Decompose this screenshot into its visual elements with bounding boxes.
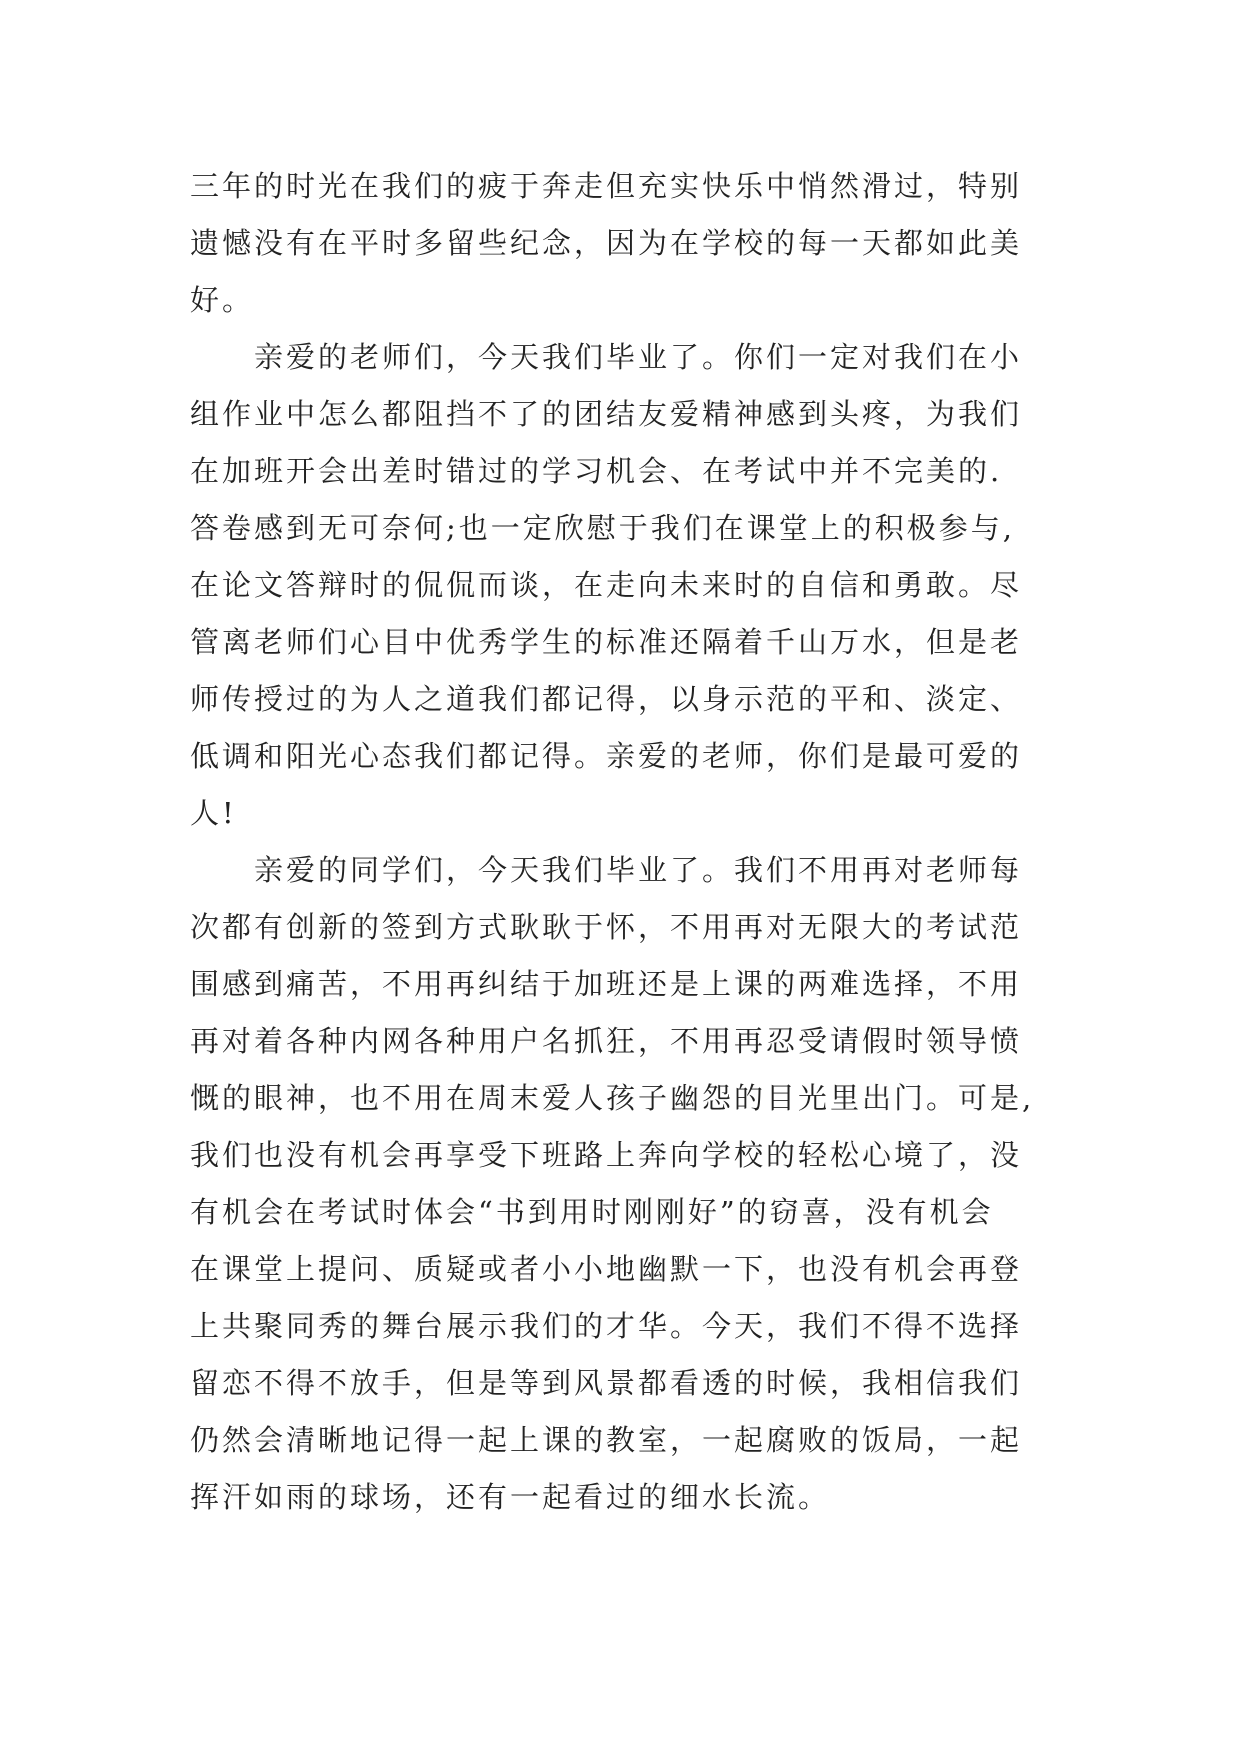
paragraph-2 bbox=[190, 329, 1070, 842]
text-line: 在论文答辩时的侃侃而谈，在走向未来时的自信和勇敢。尽 bbox=[190, 568, 1023, 602]
paragraph-1 bbox=[190, 158, 1070, 329]
text-line: 上共聚同秀的舞台展示我们的才华。今天，我们不得不选择 bbox=[190, 1309, 1023, 1343]
text-line: 次都有创新的签到方式耿耿于怀，不用再对无限大的考试范 bbox=[190, 910, 1023, 944]
text-line: 人! bbox=[190, 796, 237, 830]
text-line: 我们也没有机会再享受下班路上奔向学校的轻松心境了，没 bbox=[190, 1138, 1023, 1172]
text-line: 低调和阳光心态我们都记得。亲爱的老师，你们是最可爱的 bbox=[190, 739, 1023, 773]
text-line-indented: 亲爱的老师们，今天我们毕业了。你们一定对我们在小 bbox=[254, 340, 1023, 374]
text-line-indented: 亲爱的同学们，今天我们毕业了。我们不用再对老师每 bbox=[254, 853, 1023, 887]
document-body bbox=[190, 158, 1070, 1526]
text-line: 组作业中怎么都阻挡不了的团结友爱精神感到头疼，为我们 bbox=[190, 397, 1023, 431]
text-line: 遗憾没有在平时多留些纪念，因为在学校的每一天都如此美 bbox=[190, 226, 1023, 260]
text-line: 再对着各种内网各种用户名抓狂，不用再忍受请假时领导愤 bbox=[190, 1024, 1023, 1058]
text-line: 三年的时光在我们的疲于奔走但充实快乐中悄然滑过，特别 bbox=[190, 169, 1023, 203]
text-line: 慨的眼神，也不用在周末爱人孩子幽怨的目光里出门。可是, bbox=[190, 1081, 1035, 1115]
text-line: 好。 bbox=[190, 283, 255, 317]
text-line: 答卷感到无可奈何;也一定欣慰于我们在课堂上的积极参与, bbox=[190, 511, 1015, 545]
text-line: 围感到痛苦，不用再纠结于加班还是上课的两难选择，不用 bbox=[190, 967, 1023, 1001]
text-line: 在课堂上提问、质疑或者小小地幽默一下，也没有机会再登 bbox=[190, 1252, 1023, 1286]
text-line: 留恋不得不放手，但是等到风景都看透的时候，我相信我们 bbox=[190, 1366, 1023, 1400]
text-line: 在加班开会出差时错过的学习机会、在考试中并不完美的. bbox=[190, 454, 1003, 488]
text-line: 管离老师们心目中优秀学生的标准还隔着千山万水，但是老 bbox=[190, 625, 1023, 659]
text-line: 挥汗如雨的球场，还有一起看过的细水长流。 bbox=[190, 1480, 831, 1514]
text-line: 师传授过的为人之道我们都记得，以身示范的平和、淡定、 bbox=[190, 682, 1023, 716]
text-line: 仍然会清晰地记得一起上课的教室，一起腐败的饭局，一起 bbox=[190, 1423, 1023, 1457]
text-line: 有机会在考试时体会“书到用时刚刚好”的窃喜，没有机会 bbox=[190, 1195, 994, 1229]
paragraph-3 bbox=[190, 842, 1070, 1526]
